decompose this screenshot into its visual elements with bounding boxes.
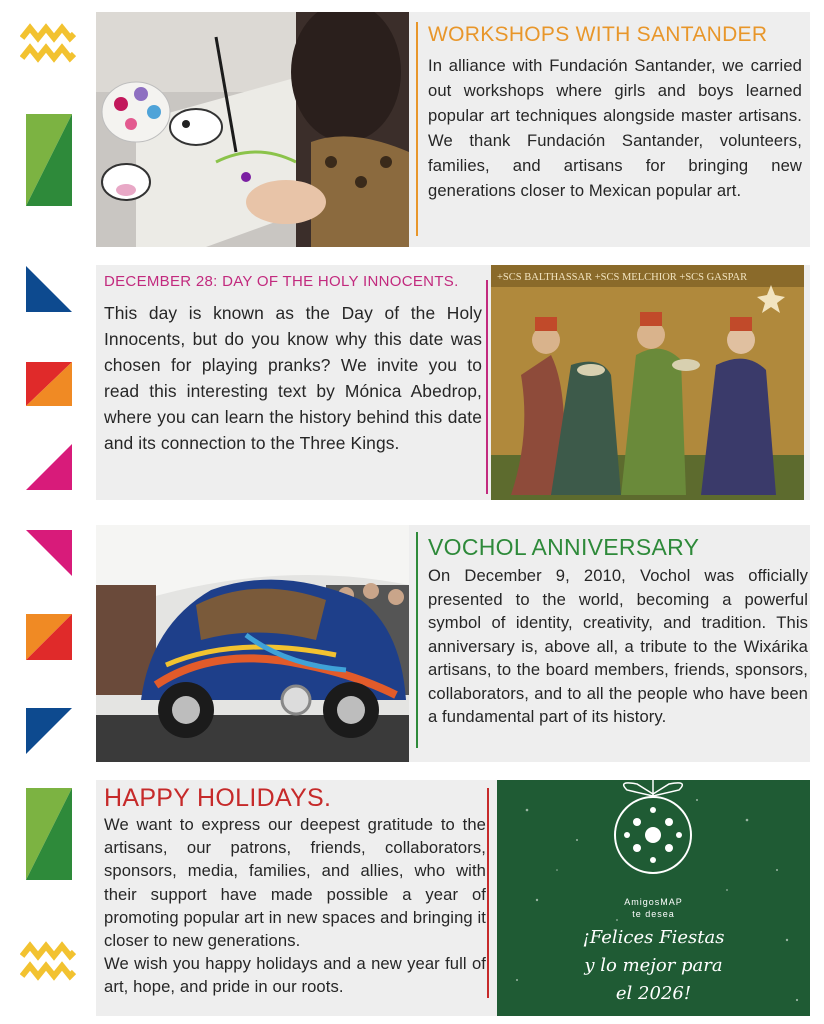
happy-holidays-heading: HAPPY HOLIDAYS. — [104, 784, 332, 812]
card-line-2: y lo mejor para — [584, 955, 723, 976]
zigzag-ornament-top — [20, 22, 76, 66]
holy-innocents-text-block — [94, 270, 482, 456]
workshops-heading: WORKSHOPS WITH SANTANDER — [428, 23, 768, 46]
holy-innocents-heading: DECEMBER 28: DAY OF THE HOLY INNOCENTS. — [104, 273, 459, 290]
three-kings-mosaic-image — [491, 265, 804, 500]
vochol-beaded-car-photo — [96, 525, 409, 762]
card-line-1: ¡Felices Fiestas — [582, 927, 725, 948]
zigzag-ornament-bottom — [20, 940, 76, 984]
happy-holidays-text-block — [94, 783, 486, 999]
green-split-square-lower — [26, 788, 72, 880]
workshop-painting-photo — [96, 12, 409, 247]
orange-red-square — [26, 614, 72, 660]
magenta-triangle — [26, 444, 72, 490]
happy-holidays-body-2: We wish you happy holidays and a new year full of art, hope, and pride in our roots. — [104, 954, 486, 997]
blue-triangle — [26, 266, 72, 312]
holiday-greeting-card — [497, 780, 810, 1016]
card-brand: AmigosMAP — [624, 897, 683, 907]
vochol-heading: VOCHOL ANNIVERSARY — [428, 534, 700, 560]
magenta-triangle-inverted — [26, 530, 72, 576]
blue-triangle-lower — [26, 708, 72, 754]
card-line-3: el 2026! — [615, 983, 692, 1004]
vochol-body: On December 9, 2010, Vochol was officially presented to the world, becoming a powerful symbol of identity, creativity, and tradition. This anniversary is, above all, a tribute to the Wixárika artisans, to the board members, friends, sponsors, collaborators, and to all the people who have been a fundamental part of its history. — [428, 566, 808, 726]
card-subtitle: te desea — [632, 909, 675, 919]
red-orange-square — [26, 362, 72, 406]
happy-holidays-accent-rule — [487, 788, 489, 998]
holy-innocents-accent-rule — [486, 280, 488, 494]
green-split-square — [26, 114, 72, 206]
holy-innocents-body: This day is known as the Day of the Holy Innocents, but do you know why this date was chosen for playing pranks? We invite you to read this interesting text by Mónica Abedrop, where you can learn the history behind this date and its connection to the Three Kings. — [104, 303, 482, 453]
workshops-text-block — [418, 20, 802, 203]
workshops-body: In alliance with Fundación Santander, we carried out workshops where girls and boys learned popular art techniques alongside master artisans. We thank Fundación Santander, volunteers, families, and artisans for bringing new generations closer to Mexican popular art. — [428, 56, 802, 200]
mosaic-caption: +SCS BALTHASSAR +SCS MELCHIOR +SCS GASPAR — [497, 272, 748, 283]
vochol-text-block — [418, 532, 808, 729]
happy-holidays-body-1: We want to express our deepest gratitude to the artisans, our patrons, friends, collaborators, sponsors, media, families, and allies, who with their support have made possible a year of promoting popular art in new spaces and bringing it closer to new generations. — [104, 815, 486, 951]
